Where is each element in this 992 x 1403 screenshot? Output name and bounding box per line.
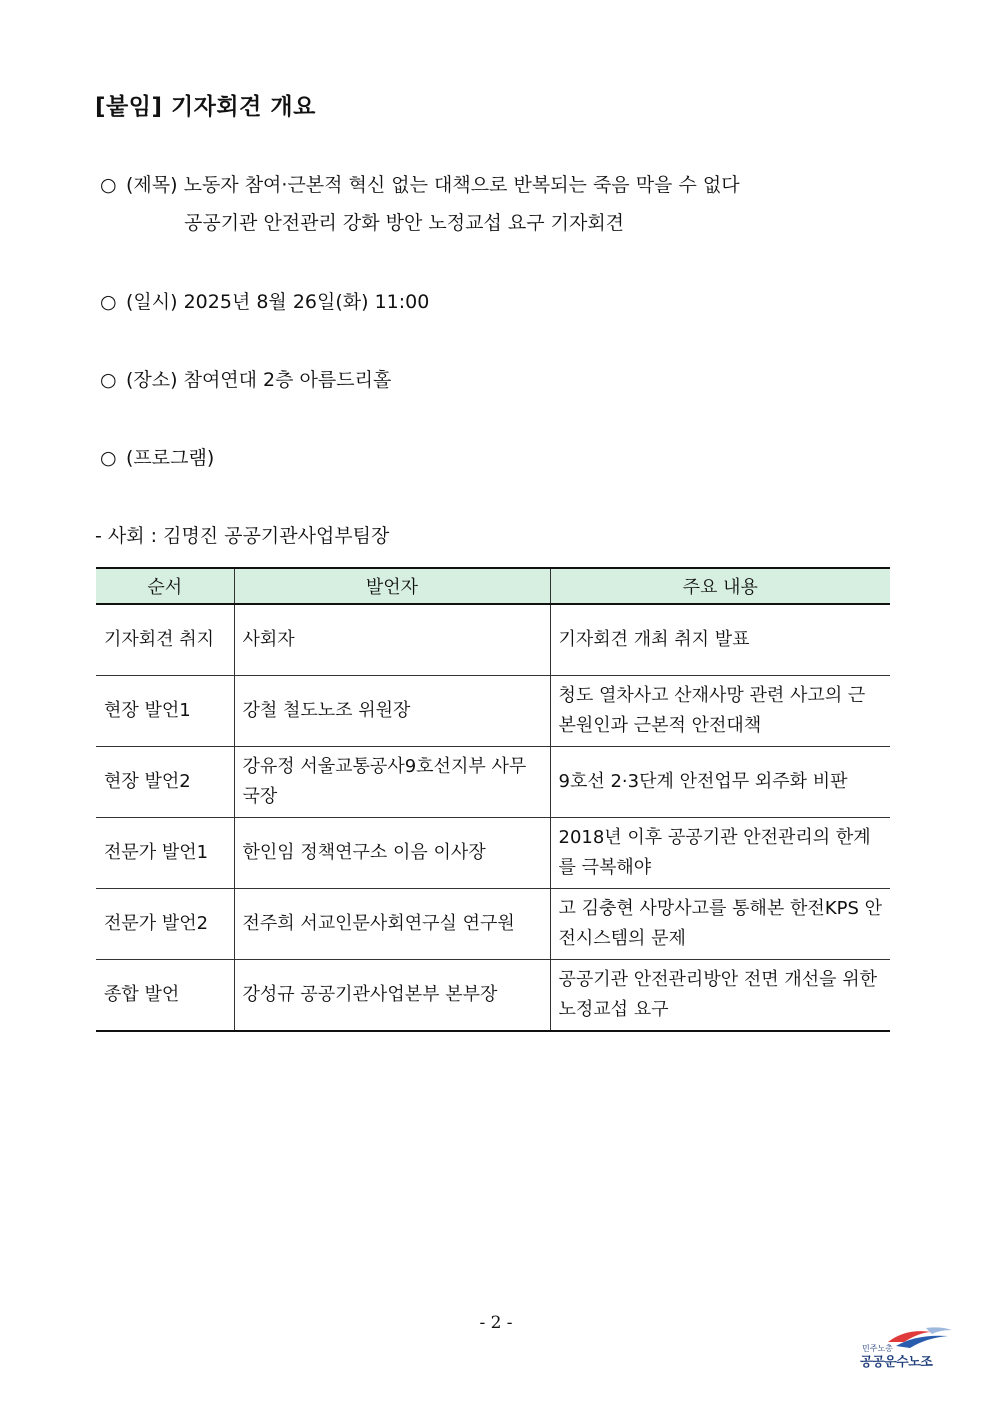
header-order: 순서: [96, 568, 234, 604]
table-header-row: [96, 568, 890, 604]
cell-content: 청도 열차사고 산재사망 관련 사고의 근본원인과 근본적 안전대책: [550, 676, 890, 747]
page-number: - 2 -: [479, 1313, 513, 1333]
place-value: 참여연대 2층 아름드리홀: [183, 369, 392, 391]
cell-order: 현장 발언1: [96, 676, 234, 747]
cell-order: 전문가 발언1: [96, 818, 234, 889]
place-item: [100, 361, 391, 399]
cell-speaker: 강철 철도노조 위원장: [234, 676, 550, 747]
bullet-icon: ○: [100, 174, 117, 196]
wave-logo-icon: [886, 1324, 954, 1350]
cell-order: 전문가 발언2: [96, 889, 234, 960]
subject-label: (제목): [126, 174, 178, 196]
page-title: [붙임] 기자회견 개요: [95, 94, 316, 120]
cell-speaker: 강성규 공공기관사업본부 본부장: [234, 960, 550, 1032]
logo-name: 공공운수노조: [860, 1355, 933, 1370]
logo-top-text: 민주노총: [862, 1344, 893, 1353]
bullet-icon: ○: [100, 291, 117, 313]
subject-line1: 노동자 참여·근본적 혁신 없는 대책으로 반복되는 죽음 막을 수 없다: [183, 174, 740, 196]
cell-speaker: 강유정 서울교통공사9호선지부 사무국장: [234, 747, 550, 818]
place-label: (장소): [126, 369, 178, 391]
cell-order: 현장 발언2: [96, 747, 234, 818]
union-logo: [856, 1324, 956, 1370]
date-value: 2025년 8월 26일(화) 11:00: [183, 291, 430, 313]
program-label: (프로그램): [126, 447, 215, 469]
cell-speaker: 한인임 정책연구소 이음 이사장: [234, 818, 550, 889]
date-label: (일시): [126, 291, 178, 313]
table-row: [96, 889, 890, 960]
table-row: [96, 676, 890, 747]
cell-content: 9호선 2·3단계 안전업무 외주화 비판: [550, 747, 890, 818]
cell-order: 종합 발언: [96, 960, 234, 1032]
subject-line2: 공공기관 안전관리 강화 방안 노정교섭 요구 기자회견: [184, 212, 625, 234]
table-row: [96, 604, 890, 676]
cell-content: 공공기관 안전관리방안 전면 개선을 위한 노정교섭 요구: [550, 960, 890, 1032]
subject-item: [100, 166, 740, 242]
table-row: [96, 960, 890, 1032]
cell-content: 2018년 이후 공공기관 안전관리의 한계를 극복해야: [550, 818, 890, 889]
moderator-line: - 사회 : 김명진 공공기관사업부팀장: [95, 525, 390, 547]
bullet-icon: ○: [100, 447, 117, 469]
cell-order: 기자회견 취지: [96, 604, 234, 676]
date-item: [100, 283, 429, 321]
header-content: 주요 내용: [550, 568, 890, 604]
cell-content: 고 김충현 사망사고를 통해본 한전KPS 안전시스템의 문제: [550, 889, 890, 960]
program-item: [100, 439, 214, 477]
table-row: [96, 818, 890, 889]
bullet-icon: ○: [100, 369, 117, 391]
program-table: [96, 567, 890, 1032]
cell-speaker: 전주희 서교인문사회연구실 연구원: [234, 889, 550, 960]
cell-speaker: 사회자: [234, 604, 550, 676]
cell-content: 기자회견 개최 취지 발표: [550, 604, 890, 676]
table-row: [96, 747, 890, 818]
header-speaker: 발언자: [234, 568, 550, 604]
